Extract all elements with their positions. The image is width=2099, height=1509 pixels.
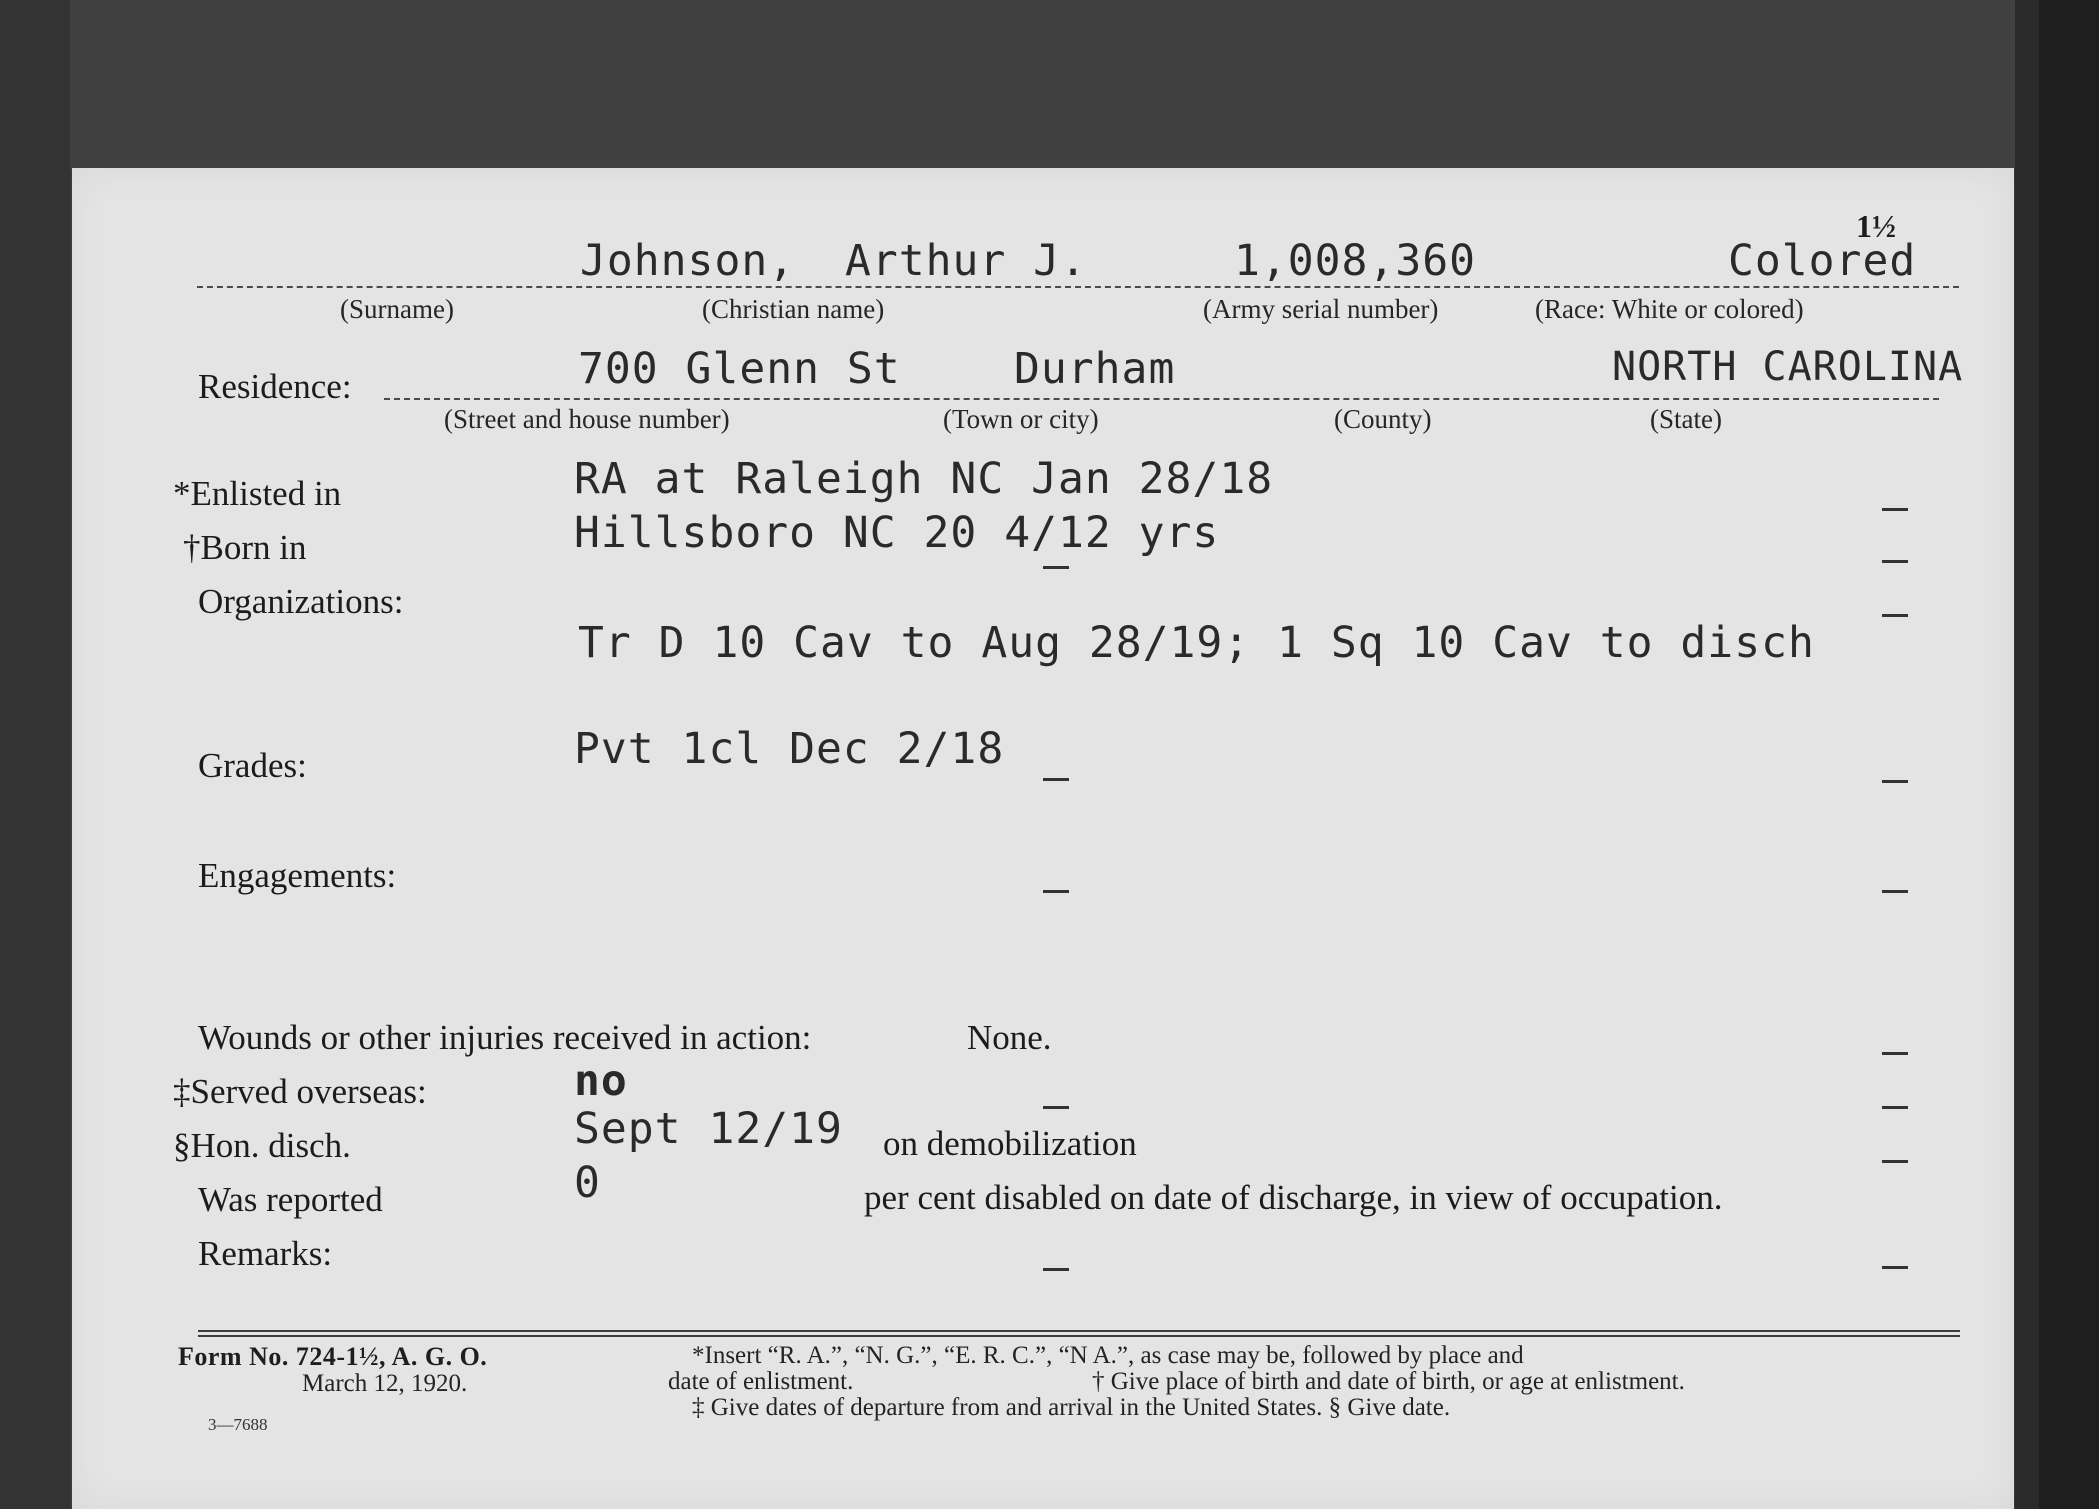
- middle-dash: [1043, 566, 1069, 569]
- residence-rule: [384, 398, 1939, 400]
- caption-christian: (Christian name): [702, 294, 885, 324]
- header-rule: [197, 286, 1959, 288]
- label-enlisted: *Enlisted in: [173, 474, 342, 513]
- caption-surname: (Surname): [340, 294, 454, 324]
- enlisted-value: RA at Raleigh NC Jan 28/18: [574, 454, 1274, 504]
- serial-number-value: 1,008,360: [1234, 236, 1476, 286]
- margin-dash: [1882, 780, 1908, 783]
- margin-dash: [1882, 1052, 1908, 1055]
- footer-rule-top: [198, 1330, 1960, 1332]
- residence-street: 700 Glenn St: [578, 344, 901, 394]
- label-remarks: Remarks:: [198, 1234, 333, 1273]
- hon-disch-text: on demobilization: [883, 1124, 1137, 1163]
- race-value: Colored: [1728, 236, 1917, 286]
- footnote-line-3: ‡ Give dates of departure from and arrival in the United States. § Give date.: [692, 1394, 1451, 1421]
- christian-name-value: Arthur J.: [845, 236, 1087, 286]
- caption-state: (State): [1650, 404, 1722, 434]
- served-overseas-value: no: [574, 1056, 628, 1106]
- footnote-line-2b: † Give place of birth and date of birth, or age at enlistment.: [1092, 1368, 1685, 1395]
- caption-street: (Street and house number): [444, 404, 730, 434]
- margin-dash: [1882, 1160, 1908, 1163]
- footnote-line-1: *Insert “R. A.”, “N. G.”, “E. R. C.”, “N A.”, as case may be, followed by place and: [692, 1342, 1524, 1369]
- residence-town: Durham: [1014, 344, 1176, 394]
- grades-value: Pvt 1cl Dec 2/18: [574, 724, 1005, 774]
- surname-value: Johnson,: [580, 236, 796, 286]
- form-date: March 12, 1920.: [302, 1370, 468, 1397]
- reported-percent: 0: [574, 1158, 601, 1208]
- background-fold: [2015, 0, 2039, 1509]
- middle-dash: [1043, 890, 1069, 893]
- label-wounds: Wounds or other injuries received in action:: [198, 1018, 812, 1057]
- label-born: †Born in: [183, 528, 307, 567]
- wounds-value: None.: [967, 1018, 1052, 1057]
- label-residence: Residence:: [198, 367, 352, 406]
- organizations-value: Tr D 10 Cav to Aug 28/19; 1 Sq 10 Cav to disch: [578, 618, 1815, 668]
- label-organizations: Organizations:: [198, 582, 404, 621]
- reported-text: per cent disabled on date of discharge, in view of occupation.: [864, 1178, 1723, 1217]
- label-engagements: Engagements:: [198, 856, 397, 895]
- margin-dash: [1882, 1106, 1908, 1109]
- label-hon-disch: §Hon. disch.: [173, 1126, 351, 1165]
- middle-dash: [1043, 1268, 1069, 1271]
- margin-dash: [1882, 890, 1908, 893]
- margin-dash: [1882, 1266, 1908, 1269]
- caption-county: (County): [1334, 404, 1432, 434]
- residence-state: NORTH CAROLINA: [1612, 344, 1964, 390]
- form-number: Form No. 724-1½, A. G. O.: [178, 1342, 488, 1371]
- background-left: [0, 0, 70, 1509]
- middle-dash: [1043, 778, 1069, 781]
- footnote-line-2a: date of enlistment.: [668, 1368, 854, 1395]
- corner-fraction: 1½: [1856, 208, 1896, 244]
- label-was-reported: Was reported: [198, 1180, 383, 1219]
- margin-dash: [1882, 560, 1908, 563]
- caption-town: (Town or city): [943, 404, 1099, 434]
- label-grades: Grades:: [198, 746, 307, 785]
- caption-race: (Race: White or colored): [1535, 294, 1804, 324]
- footer-rule-bottom: [198, 1335, 1960, 1337]
- record-card: [72, 168, 2014, 1509]
- print-code: 3—7688: [208, 1415, 268, 1434]
- margin-dash: [1882, 508, 1908, 511]
- middle-dash: [1043, 1106, 1069, 1109]
- margin-dash: [1882, 614, 1908, 617]
- background-right: [2039, 0, 2099, 1509]
- caption-serial: (Army serial number): [1203, 294, 1439, 324]
- label-served-overseas: ‡Served overseas:: [173, 1072, 427, 1111]
- born-value: Hillsboro NC 20 4/12 yrs: [574, 508, 1220, 558]
- hon-disch-date: Sept 12/19: [574, 1104, 843, 1154]
- background-top: [0, 0, 2099, 170]
